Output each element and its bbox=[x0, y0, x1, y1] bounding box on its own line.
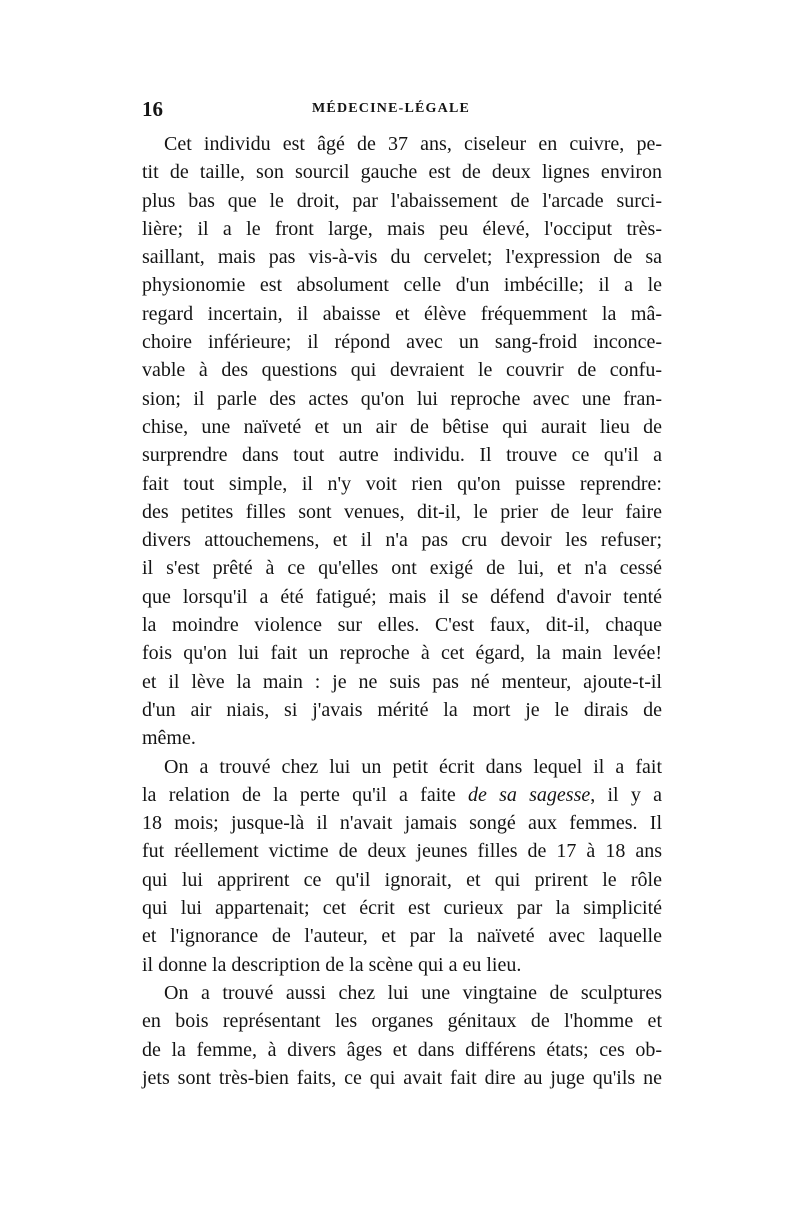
text-line: 18 mois; jusque-là il n'avait jamais songé aux femmes. Il bbox=[142, 812, 662, 835]
text-line: lière; il a le front large, mais peu élevé, l'occiput très- bbox=[142, 217, 662, 240]
text-line: et il lève la main : je ne suis pas né menteur, ajoute-t-il bbox=[142, 670, 662, 693]
text-line: tit de taille, son sourcil gauche est de deux lignes environ bbox=[142, 161, 662, 184]
page-number: 16 bbox=[142, 97, 163, 121]
text-line: choire inférieure; il répond avec un sang-froid inconce- bbox=[142, 331, 662, 354]
text-line: il s'est prêté à ce qu'elles ont exigé de lui, et n'a cessé bbox=[142, 557, 662, 580]
text-line: fut réellement victime de deux jeunes filles de 17 à 18 ans bbox=[142, 840, 662, 863]
text-line: fois qu'on lui fait un reproche à cet égard, la main levée! bbox=[142, 642, 662, 665]
text-line: et l'ignorance de l'auteur, et par la naïveté avec laquelle bbox=[142, 925, 662, 948]
running-title: MÉDECINE-LÉGALE bbox=[312, 101, 471, 116]
text-line: en bois représentant les organes génitaux de l'homme et bbox=[142, 1010, 662, 1033]
text-line: que lorsqu'il a été fatigué; mais il se défend d'avoir tenté bbox=[142, 585, 662, 608]
text-line-with-emphasis bbox=[142, 781, 662, 809]
text-line: même. bbox=[142, 727, 196, 750]
text-line: chise, une naïveté et un air de bêtise qui aurait lieu de bbox=[142, 415, 662, 438]
body-text bbox=[142, 130, 662, 1092]
text-line: d'un air niais, si j'avais mérité la mort je le dirais de bbox=[142, 698, 662, 721]
text-line: On a trouvé aussi chez lui une vingtaine de sculptures bbox=[164, 981, 662, 1004]
text-line: saillant, mais pas vis-à-vis du cervelet; l'expression de sa bbox=[142, 246, 662, 269]
text-line: vable à des questions qui devraient le couvrir de confu- bbox=[142, 359, 662, 382]
text-line: On a trouvé chez lui un petit écrit dans lequel il a fait bbox=[164, 755, 662, 778]
text-segment: la relation de la perte qu'il a faite bbox=[142, 783, 468, 806]
text-line: fait tout simple, il n'y voit rien qu'on puisse reprendre: bbox=[142, 472, 662, 495]
emphasized-text: de sa sagesse bbox=[467, 783, 591, 806]
text-line: regard incertain, il abaisse et élève fréquemment la mâ- bbox=[142, 302, 662, 325]
page-header bbox=[142, 96, 660, 122]
text-line: qui lui appartenait; cet écrit est curieux par la simplicité bbox=[142, 897, 662, 920]
text-segment: , il y a bbox=[590, 783, 663, 806]
text-line: sion; il parle des actes qu'on lui reproche avec une fran- bbox=[142, 387, 662, 410]
text-line: de la femme, à divers âges et dans différens états; ces ob- bbox=[142, 1038, 662, 1061]
text-line: qui lui apprirent ce qu'il ignorait, et qui prirent le rôle bbox=[142, 868, 662, 891]
text-line: surprendre dans tout autre individu. Il trouve ce qu'il a bbox=[142, 444, 662, 467]
text-line: jets sont très-bien faits, ce qui avait fait dire au juge qu'ils ne bbox=[142, 1066, 662, 1089]
text-line: plus bas que le droit, par l'abaissement de l'arcade surci- bbox=[142, 189, 662, 212]
text-line: divers attouchemens, et il n'a pas cru devoir les refuser; bbox=[142, 529, 662, 552]
text-line: physionomie est absolument celle d'un imbécille; il a le bbox=[142, 274, 662, 297]
text-line: il donne la description de la scène qui a eu lieu. bbox=[142, 953, 522, 976]
text-line: des petites filles sont venues, dit-il, le prier de leur faire bbox=[142, 500, 662, 523]
text-line: la moindre violence sur elles. C'est faux, dit-il, chaque bbox=[142, 614, 662, 637]
text-line: Cet individu est âgé de 37 ans, ciseleur en cuivre, pe- bbox=[164, 133, 662, 155]
